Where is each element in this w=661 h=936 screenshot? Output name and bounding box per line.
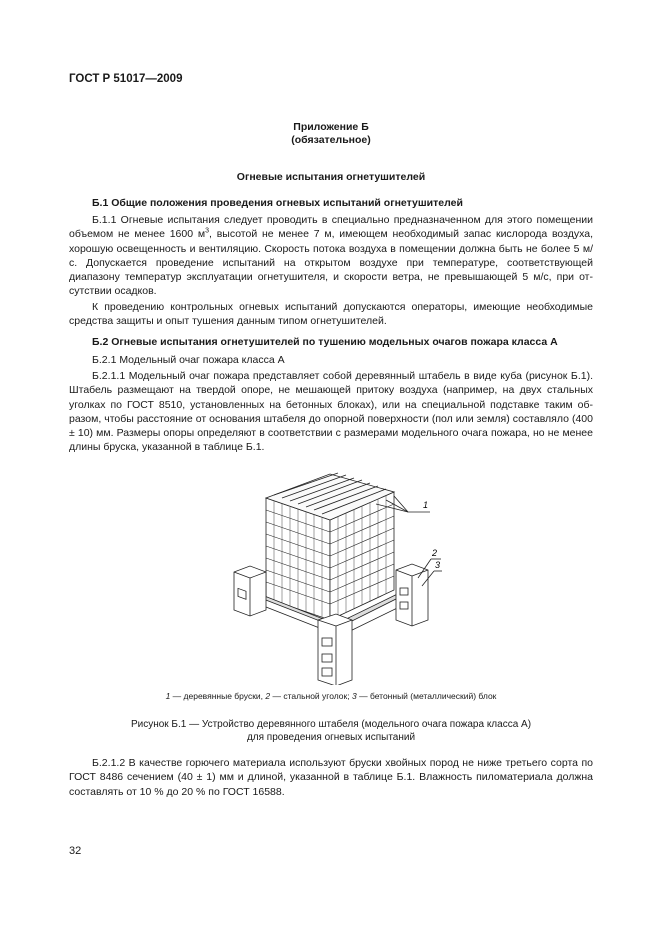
b1-p1-text-a: Б.1.1 Огневые испытания следует проводить в специально предназначенном для этого помещении объемом не менее 1600 м: [69, 214, 593, 241]
appendix-status: (обязательное): [291, 134, 371, 146]
figure-legend: [69, 691, 593, 701]
page-number: 32: [69, 845, 82, 857]
legend-text-2: — стальной уголок;: [270, 691, 352, 701]
appendix-heading: [69, 121, 593, 147]
b2-paragraph-1: Б.2.1.1 Модельный очаг пожара представляет собой деревянный штабель в виде куба (рисунок Б.1). Штабель размещают на твердой опоре, не мешающей притоку воздуха (например, на двух стальных уголках по ГОСТ 8510, установленных на бетонных блоках), или на специальной подставке таким образом, чтобы расстояние от основания штабеля до опорной поверхности (пол или земля) составляло (400 ± 10) мм. Размеры опоры определяют в соответствии с размерами модельного очага пожара, но не менее длины бруска, указанной в таблице Б.1.: [69, 370, 593, 454]
callout-3: 3: [435, 560, 441, 570]
legend-text-3: — бетонный (металлический) блок: [356, 691, 497, 701]
legend-text-1: — деревянные бруски,: [170, 691, 266, 701]
appendix-title: Приложение Б: [293, 121, 369, 133]
caption-line-2: для проведения огневых испытаний: [246, 732, 416, 743]
legend-num-3: 3: [351, 691, 357, 701]
b2-paragraph-2: Б.2.1.2 В качестве горючего материала используют бруски хвойных пород не ниже третьего сорта по ГОСТ 8486 сечением (40 ± 1) мм и длиной, указанной в таблице Б.1. Влажность пиломатериала должна составлять от 10 % до 20 % по ГОСТ 16588.: [69, 757, 593, 798]
section-title: Огневые испытания огнетушителей: [236, 171, 426, 183]
b1-p1-text-b: , высотой не менее 7 м, имеющем необходимый запас кислорода воздуха, хорошую освещенность и вентиляцию. Скорость потока воздуха в помещении должна быть не более 5 м/с. Допускается проведение испытаний на открытом воздухе при температуре, соответствующей диапазону температур эксплуатации огнетушителя, и скорости ветра, не превышающей 5 м/с, при отсутствии осадков.: [69, 228, 593, 298]
legend-num-2: 2: [265, 691, 271, 701]
b1-heading: Б.1 Общие положения проведения огневых испытаний огнетушителей: [92, 197, 463, 209]
callout-2: 2: [432, 548, 438, 558]
b2-heading: Б.2 Огневые испытания огнетушителей по тушению модельных очагов пожара класса А: [92, 336, 558, 348]
callout-1: 1: [423, 500, 429, 510]
legend-num-1: 1: [165, 691, 171, 701]
b1-paragraph-1: [69, 213, 593, 299]
b2-subheading: Б.2.1 Модельный очаг пожара класса А: [92, 354, 285, 366]
document-header: ГОСТ Р 51017—2009: [69, 73, 183, 85]
caption-line-1: Рисунок Б.1 — Устройство деревянного штабеля (модельного очага пожара класса А): [130, 719, 532, 730]
b1-paragraph-2: К проведению контрольных огневых испытаний допускаются операторы, имеющие необходимые средства защиты и опыт тушения данным типом огнетушителей.: [69, 301, 593, 328]
figure-caption: [69, 718, 593, 744]
b1-p1-superscript: 3: [205, 227, 209, 235]
woodpile-figure: [226, 470, 446, 685]
woodpile-drawing: [234, 473, 442, 685]
